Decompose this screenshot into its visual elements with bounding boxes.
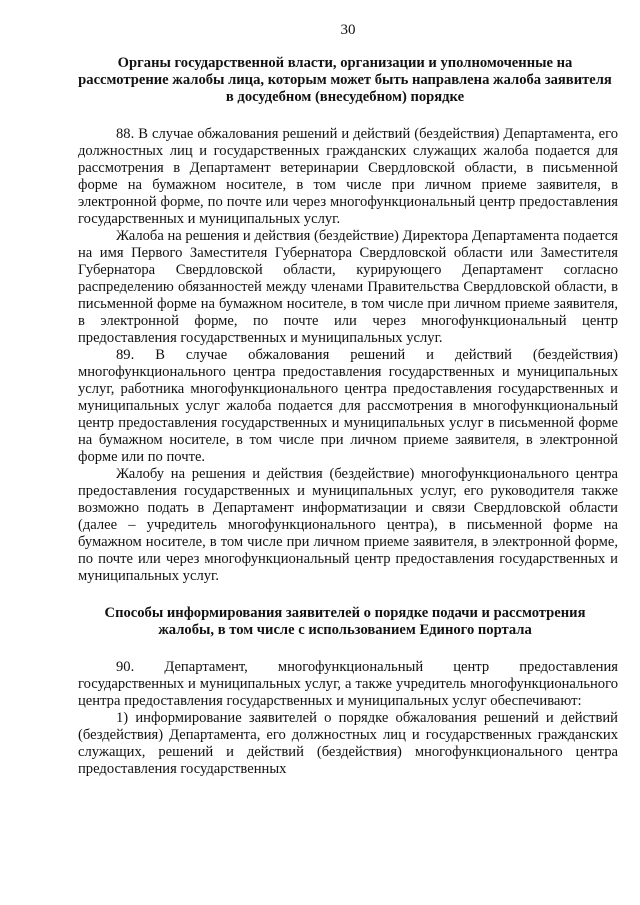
paragraph-90-item-1: 1) информирование заявителей о порядке обжалования решений и действий (бездействия) Департамента, его должностных лиц и государственных гражданских служащих, решений и действий (бездействия) многофункционального центра предоставления государственных [78, 710, 618, 777]
paragraph-90: 90. Департамент, многофункциональный центр предоставления государственных и муниципальных услуг, а также учредитель многофункционального центра предоставления государственных и муниципальных услуг обеспечивают: [78, 659, 618, 709]
paragraph-89: 89. В случае обжалования решений и действий (бездействия) многофункционального центра предоставления государственных и муниципальных услуг, работника многофункционального центра предоставления государственных и муниципальных услуг жалоба подается для рассмотрения в многофункциональный центр предоставления государственных и муниципальных услуг в письменной форме на бумажном носителе, в том числе при личном приеме заявителя, в электронной форме или по почте. [78, 347, 618, 465]
document-page [78, 22, 618, 778]
section-heading-informing-methods: Способы информирования заявителей о порядке подачи и рассмотрения жалобы, в том числе с использованием Единого портала [104, 605, 586, 638]
paragraph-mfc-complaint: Жалобу на решения и действия (бездействие) многофункционального центра предоставления государственных и муниципальных услуг, его руководителя также возможно подать в Департамент информатизации и связи Свердловской области (далее – учредитель многофункционального центра), в письменной форме на бумажном носителе, в том числе при личном приеме заявителя, в электронной форме, по почте или через многофункциональный центр предоставления государственных и муниципальных услуг. [78, 466, 618, 584]
paragraph-director-complaint: Жалоба на решения и действия (бездействие) Директора Департамента подается на имя Первого Заместителя Губернатора Свердловской области или Заместителя Губернатора Свердловской области, курирующего Департамент согласно распределению обязанностей между членами Правительства Свердловской области, в письменной форме на бумажном носителе, в том числе при личном приеме заявителя, в электронной форме, по почте или через многофункциональный центр предоставления государственных и муниципальных услуг. [78, 228, 618, 346]
section-heading-complaint-bodies: Органы государственной власти, организации и уполномоченные на рассмотрение жалобы лица, которым может быть направлена жалоба заявителя в досудебном (внесудебном) порядке [78, 55, 612, 105]
page-number: 30 [340, 22, 356, 38]
paragraph-88: 88. В случае обжалования решений и действий (бездействия) Департамента, его должностных лиц и государственных гражданских служащих жалоба подается для рассмотрения в Департамент ветеринарии Свердловской области, в письменной форме на бумажном носителе, в том числе при личном приеме заявителя, в электронной форме, по почте или через многофункциональный центр предоставления государственных и муниципальных услуг. [78, 126, 618, 227]
